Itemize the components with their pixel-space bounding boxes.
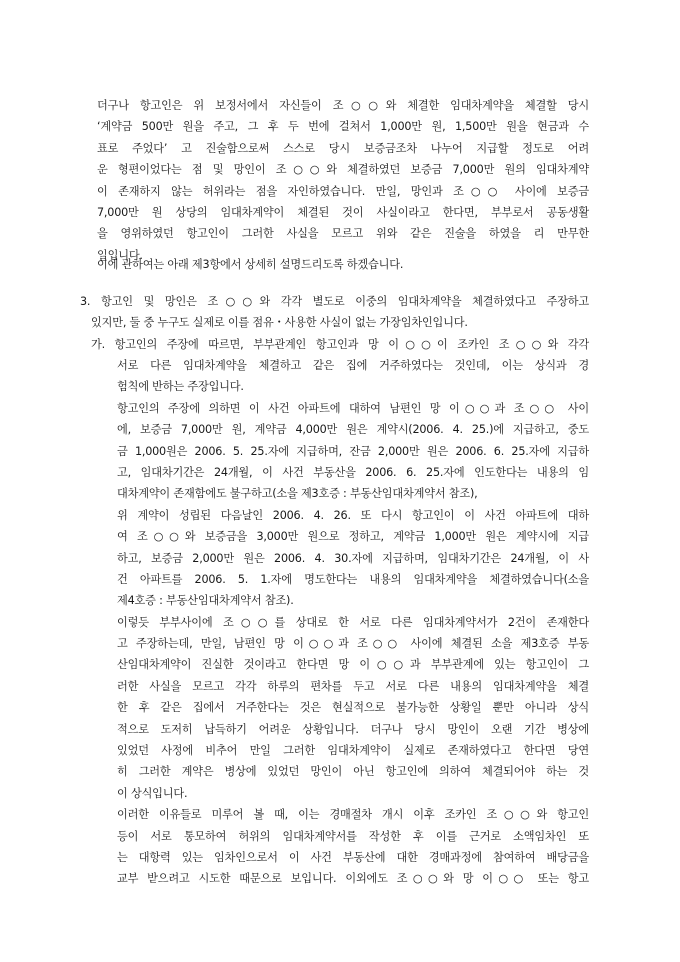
text-line: 히 그러한 계약은 병상에 있었던 망인이 아닌 항고인에 의하여 체결되어야 하는 것 xyxy=(117,765,589,779)
heading-line: 3. 항고인 및 망인은 조○○와 각각 별도로 이중의 임대차계약을 체결하였다고 주장하고 xyxy=(80,295,589,308)
text-line: 여 조○○와 보증금을 3,000만 원으로 정하고, 계약금 1,000만 원은 계약시에 지급 xyxy=(117,530,589,544)
text-line: 운 형편이었다는 점 및 망인이 조○○와 체결하였던 보증금 7,000만 원의 임대차계약 xyxy=(97,163,589,177)
text-line: 이 존재하지 않는 허위라는 점을 자인하였습니다. 만일, 망인과 조○○ 사이에 보증금 xyxy=(97,184,589,198)
text-line: 건 아파트를 2006. 5. 1.자에 명도한다는 내용의 임대차계약을 체결하였습니다(소을 xyxy=(117,572,589,586)
text-line: 7,000만 원 상당의 임대차계약이 체결된 것이 사실이라고 한다면, 부부로서 공동생활 xyxy=(97,205,589,219)
intro-paragraph xyxy=(97,95,589,266)
text-line: 표로 주었다’ 고 진술함으로써 스스로 당시 보증금조차 나누어 지급할 정도로 어려 xyxy=(97,141,589,155)
text-line: 일입니다. xyxy=(97,248,143,262)
text-line: 금 1,000원은 2006. 5. 25.자에 지급하며, 잔금 2,000만 원은 2006. 6. 25.자에 지급하 xyxy=(117,444,589,458)
text-line: 이러한 이유들로 미루어 볼 때, 이는 경매절차 개시 이후 조카인 조○○와 항고인 xyxy=(117,808,589,822)
text-line: 위 계약이 성립된 다음날인 2006. 4. 26. 또 다시 항고인이 이 사건 아파트에 대하 xyxy=(117,508,589,522)
section-3-heading xyxy=(80,291,589,334)
text-line: 적으로 도저히 납득하기 어려운 상황입니다. 더구나 당시 망인이 오랜 기간 병상에 xyxy=(117,722,589,736)
heading-line: 있지만, 둘 중 누구도 실제로 이를 점유・사용한 사실이 없는 가장임차인입니다. xyxy=(91,316,468,330)
text-line: 험칙에 반하는 주장입니다. xyxy=(117,380,244,394)
text-line: 더구나 항고인은 위 보정서에서 자신들이 조○○와 체결한 임대차계약을 체결할 당시 xyxy=(97,99,589,112)
text-line: 한 후 같은 집에서 거주한다는 것은 현실적으로 불가능한 상황일 뿐만 아니라 상식 xyxy=(117,701,589,715)
text-line: 는 대항력 있는 임차인으로서 이 사건 부동산에 대한 경매과정에 참여하여 배당금을 xyxy=(117,850,589,864)
text-line: 고 주장하는데, 만일, 남편인 망 이○○과 조○○ 사이에 체결된 소을 제3호증 부동 xyxy=(117,637,589,651)
text-line: 이 상식입니다. xyxy=(117,786,188,800)
intro-note xyxy=(97,254,589,275)
item-a-body xyxy=(117,355,589,890)
text-line: 제4호증 : 부동산임대차계약서 참조). xyxy=(117,594,294,608)
text-line: 등이 서로 통모하여 허위의 임대차계약서를 작성한 후 이를 근거로 소액임차인 또 xyxy=(117,829,589,843)
text-line: 고, 임대차기간은 24개월, 이 사건 부동산을 2006. 6. 25.자에 인도한다는 내용의 임 xyxy=(117,465,589,479)
text-line: 을 영위하였던 항고인이 그러한 사실을 모르고 위와 같은 진술을 하였을 리 만무한 xyxy=(97,227,589,241)
text-line: 하고, 보증금 2,000만 원은 2006. 4. 30.자에 지급하며, 임대차기간은 24개월, 이 사 xyxy=(117,551,589,565)
text-line: 있었던 사정에 비추어 만일 그러한 임대차계약이 실제로 존재하였다고 한다면 당연 xyxy=(117,744,589,758)
text-line: 러한 사실을 모르고 각각 하루의 편차를 두고 서로 다른 내용의 임대차계약을 체결 xyxy=(117,679,589,693)
text-line: 항고인의 주장에 의하면 이 사건 아파트에 대하여 남편인 망 이○○과 조○○ 사이 xyxy=(117,401,589,415)
text-line: 이에 관하여는 아래 제3항에서 상세히 설명드리도록 하겠습니다. xyxy=(97,258,404,271)
text-line: 산임대차계약이 진실한 것이라고 한다면 망 이○○과 부부관계에 있는 항고인이 그 xyxy=(117,658,589,672)
text-line: 에, 보증금 7,000만 원, 계약금 4,000만 원은 계약시(2006. 4. 25.)에 지급하고, 중도 xyxy=(117,423,589,437)
text-line: 교부 받으려고 시도한 때문으로 보입니다. 이외에도 조○○와 망 이○○ 또는 항고 xyxy=(117,872,589,886)
text-line: 대차계약이 존재함에도 불구하고(소을 제3호증 : 부동산임대차계약서 참조), xyxy=(117,487,478,501)
item-a-heading xyxy=(91,334,589,355)
text-line: 이렇듯 부부사이에 조○○를 상대로 한 서로 다른 임대차계약서가 2건이 존재한다 xyxy=(117,615,589,629)
text-line: ‘계약금 500만 원을 주고, 그 후 두 번에 걸쳐서 1,000만 원, 1,500만 원을 현금과 수 xyxy=(97,120,589,134)
text-line: 서로 다른 임대차계약을 체결하고 같은 집에 거주하였다는 것인데, 이는 상식과 경 xyxy=(117,359,589,372)
text-line: 가. 항고인의 주장에 따르면, 부부관계인 항고인과 망 이○○이 조카인 조○○와 각각 xyxy=(91,338,589,351)
